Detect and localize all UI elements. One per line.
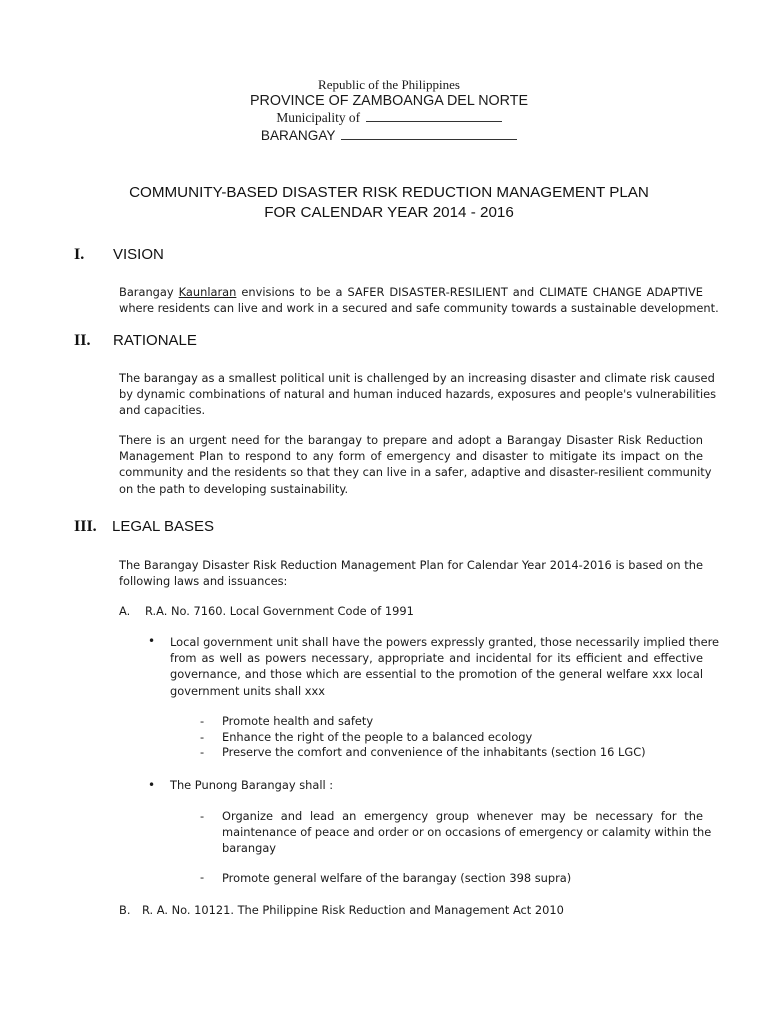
bullet-icon: • [148,778,156,792]
barangay-blank [341,138,517,140]
dash-item-4: Organize and lead an emergency group whenever may be necessary for the maintenance of peace and order or on occasions of emergency or calamity within the barangay [222,809,712,856]
section-label: LEGAL BASES [112,518,214,535]
bullet-2-text: The Punong Barangay shall : [170,778,334,792]
vision-paragraph [119,284,719,316]
section-number: III. [74,518,97,535]
item-b-letter: B. [119,903,131,917]
dash-icon: - [200,745,205,759]
header-province: PROVINCE OF ZAMBOANGA DEL NORTE [249,93,529,109]
dash-item-2: Enhance the right of the people to a balanced ecology [222,730,533,744]
dash-item-5: Promote general welfare of the barangay (section 398 supra) [222,871,572,885]
header-municipality: Municipality of [276,110,361,125]
legal-intro-paragraph: The Barangay Disaster Risk Reduction Management Plan for Calendar Year 2014-2016 is based on the following laws and issuances: [119,558,703,589]
vision-line-1: Barangay Kaunlaran envisions to be a SAFER DISASTER-RESILIENT and CLIMATE CHANGE ADAPTIVE [119,285,704,299]
bullet-icon: • [148,634,156,648]
dash-item-1: Promote health and safety [222,714,374,728]
document-title-line1: COMMUNITY-BASED DISASTER RISK REDUCTION MANAGEMENT PLAN [129,184,649,201]
item-a-letter: A. [119,604,131,618]
dash-icon: - [200,714,205,728]
bullet-1-paragraph: Local government unit shall have the powers expressly granted, those necessarily implied there from as well as powers necessary, appropriate and incidental for its efficient and effective governance, and those which are essential to the promotion of the general welfare xxx local government units shall xxx [170,635,720,698]
vision-line-2: where residents can live and work in a secured and safe community towards a sustainable development. [119,301,719,316]
section-number: II. [74,332,91,349]
dash-icon: - [200,870,205,884]
header-barangay-line [0,128,768,143]
item-b-text: R. A. No. 10121. The Philippine Risk Reduction and Management Act 2010 [142,903,564,917]
barangay-name: Kaunlaran [178,285,237,299]
document-title-line2: FOR CALENDAR YEAR 2014 - 2016 [264,204,514,221]
rationale-paragraph-2: There is an urgent need for the barangay to prepare and adopt a Barangay Disaster Risk Reduction Management Plan to respond to any form of emergency and disaster to mitigate its impact on the community and the residents so that they can live in a safer, adaptive and disaster-resilient community on the path to developing sustainability. [119,433,712,496]
section-number: I. [74,246,85,263]
header-municipality-line [0,110,768,126]
section-label: VISION [113,246,164,263]
section-label: RATIONALE [113,332,197,349]
municipality-blank [366,120,502,122]
header-barangay: BARANGAY [260,128,336,143]
dash-item-3: Preserve the comfort and convenience of the inhabitants (section 16 LGC) [222,745,646,759]
item-a-text: R.A. No. 7160. Local Government Code of 1991 [145,604,414,618]
dash-icon: - [200,809,205,823]
dash-icon: - [200,730,205,744]
header-republic: Republic of the Philippines [318,77,460,92]
rationale-paragraph-1: The barangay as a smallest political unit is challenged by an increasing disaster and climate risk caused by dynamic combinations of natural and human induced hazards, exposures and people's vulnerabilities and capacities. [119,371,717,418]
